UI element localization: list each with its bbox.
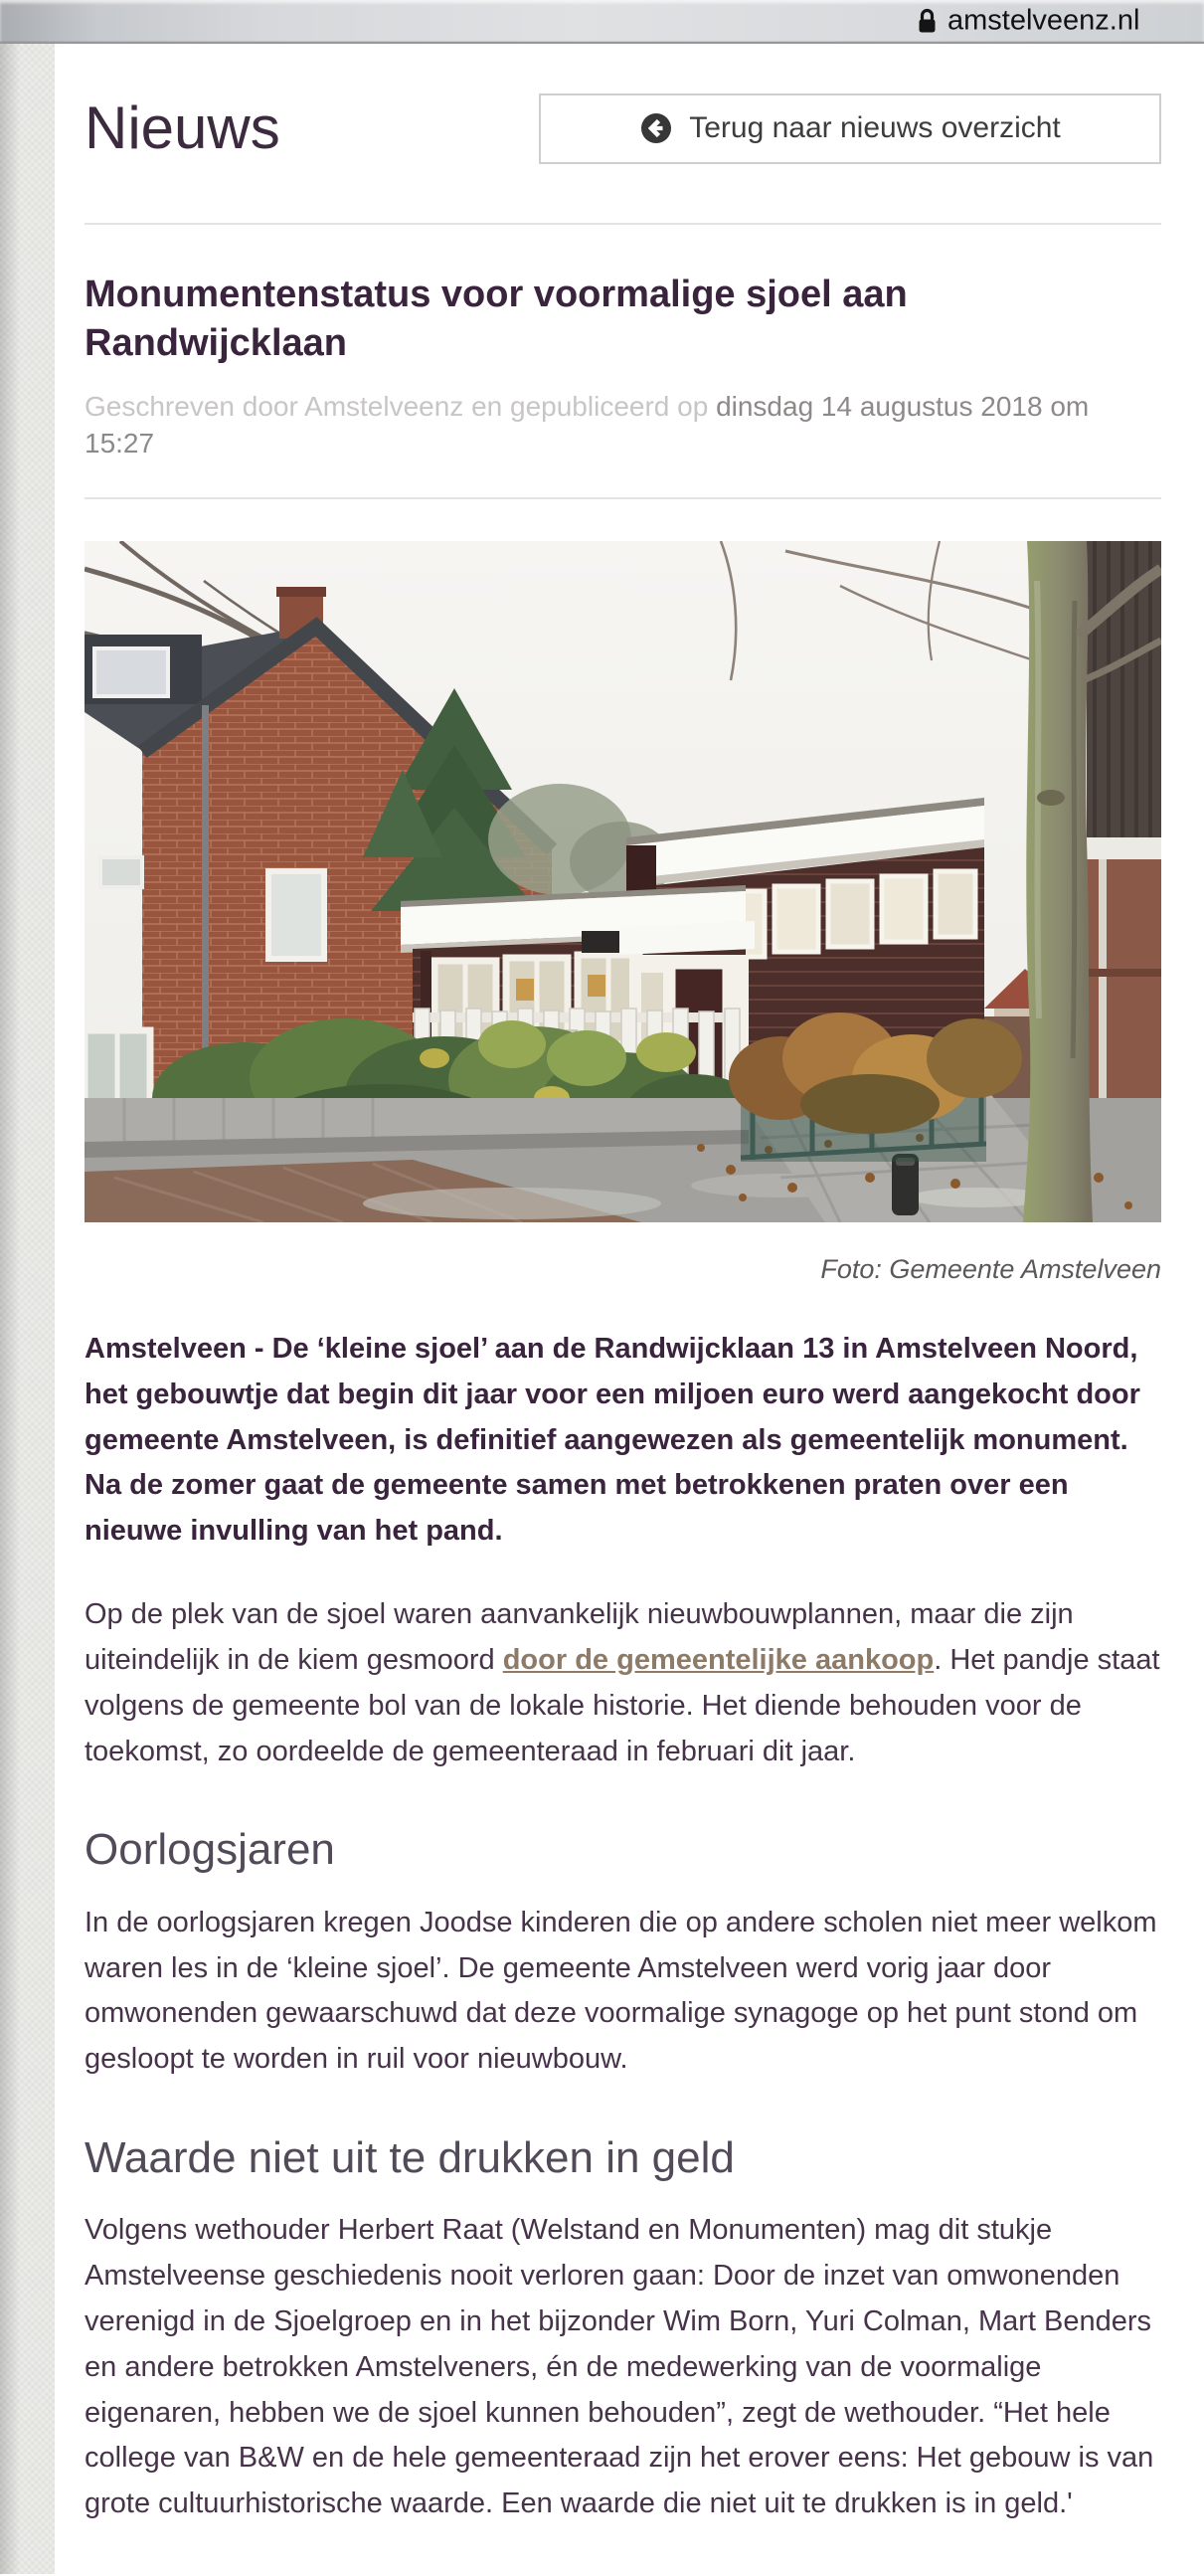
page-title: Nieuws	[85, 94, 280, 161]
paragraph-aankoop	[85, 1592, 1161, 1774]
paragraph-oorlogsjaren: In de oorlogsjaren kregen Joodse kinderen die op andere scholen niet meer welkom waren les in de ‘kleine sjoel’. De gemeente Amstelveen werd vorig jaar door omwonenden gewaarschuwd dat deze voormalige synagoge op het punt stond om gesloopt te worden in ruil voor nieuwbouw.	[85, 1906, 1157, 2076]
divider	[85, 497, 1161, 499]
back-to-news-button[interactable]	[539, 93, 1161, 164]
paragraph-waarde: Volgens wethouder Herbert Raat (Welstand en Monumenten) mag dit stukje Amstelveense geschiedenis nooit verloren gaan: Door de inzet van omwonenden verenigd in de Sjoelgroep en in het bijzonder Wim Born, Yuri Colman, Mart Benders en andere betrokken Amstelveners, én de medewerking van de voormalige eigenaren, hebben we de sjoel kunnen behouden”, zegt de wethouder. “Het hele college van B&W en de hele gemeenteraad zijn het erover eens: Het gebouw is van grote cultuurhistorische waarde. Een waarde die niet uit te drukken is in geld.'	[85, 2214, 1154, 2520]
section-heading-oorlogsjaren: Oorlogsjaren	[85, 1825, 335, 1875]
article-byline	[85, 389, 1161, 461]
street	[85, 1086, 1161, 1222]
browser-address-bar[interactable]	[0, 0, 1204, 44]
address-field[interactable]	[917, 5, 1139, 38]
photo-caption: Foto: Gemeente Amstelveen	[820, 1254, 1161, 1285]
lock-icon	[917, 8, 938, 35]
gemeentelijke-aankoop-link[interactable]: door de gemeentelijke aankoop	[502, 1643, 935, 1676]
address-domain: amstelveenz.nl	[947, 4, 1140, 37]
paragraph-text: Op de plek van de sjoel waren aanvankelijk nieuwbouwplannen, maar die zijn uiteindelijk in de kiem gesmoord	[85, 1598, 1074, 1676]
article-page	[55, 44, 1204, 2576]
page-header	[85, 70, 1161, 187]
byline-author: Geschreven door Amstelveenz en gepubliceerd op	[85, 391, 717, 423]
divider	[85, 223, 1161, 225]
page-background	[0, 44, 1204, 2574]
byline-date: dinsdag 14 augustus 2018 om 15:27	[85, 391, 1090, 459]
article-title: Monumentenstatus voor voormalige sjoel aan Randwijcklaan	[85, 274, 908, 364]
section-heading-waarde: Waarde niet uit te drukken in geld	[85, 2132, 735, 2182]
article-photo	[85, 541, 1161, 1222]
arrow-circle-left-icon	[639, 111, 673, 145]
paragraph-text: . Het pandje staat volgens de gemeente bol van de lokale historie. Het diende behouden voor de toekomst, zo oordeelde de gemeenteraad in februari dit jaar.	[85, 1643, 1160, 1767]
photo-scene	[85, 541, 1161, 1222]
lead-paragraph: Amstelveen - De ‘kleine sjoel’ aan de Randwijcklaan 13 in Amstelveen Noord, het gebouwtje dat begin dit jaar voor een miljoen euro werd aangekocht door gemeente Amstelveen, is definitief aangewezen als gemeentelijk monument. Na de zomer gaat de gemeente samen met betrokkenen praten over een nieuwe invulling van het pand.	[85, 1333, 1140, 1548]
back-button-label: Terug naar nieuws overzicht	[689, 111, 1061, 144]
